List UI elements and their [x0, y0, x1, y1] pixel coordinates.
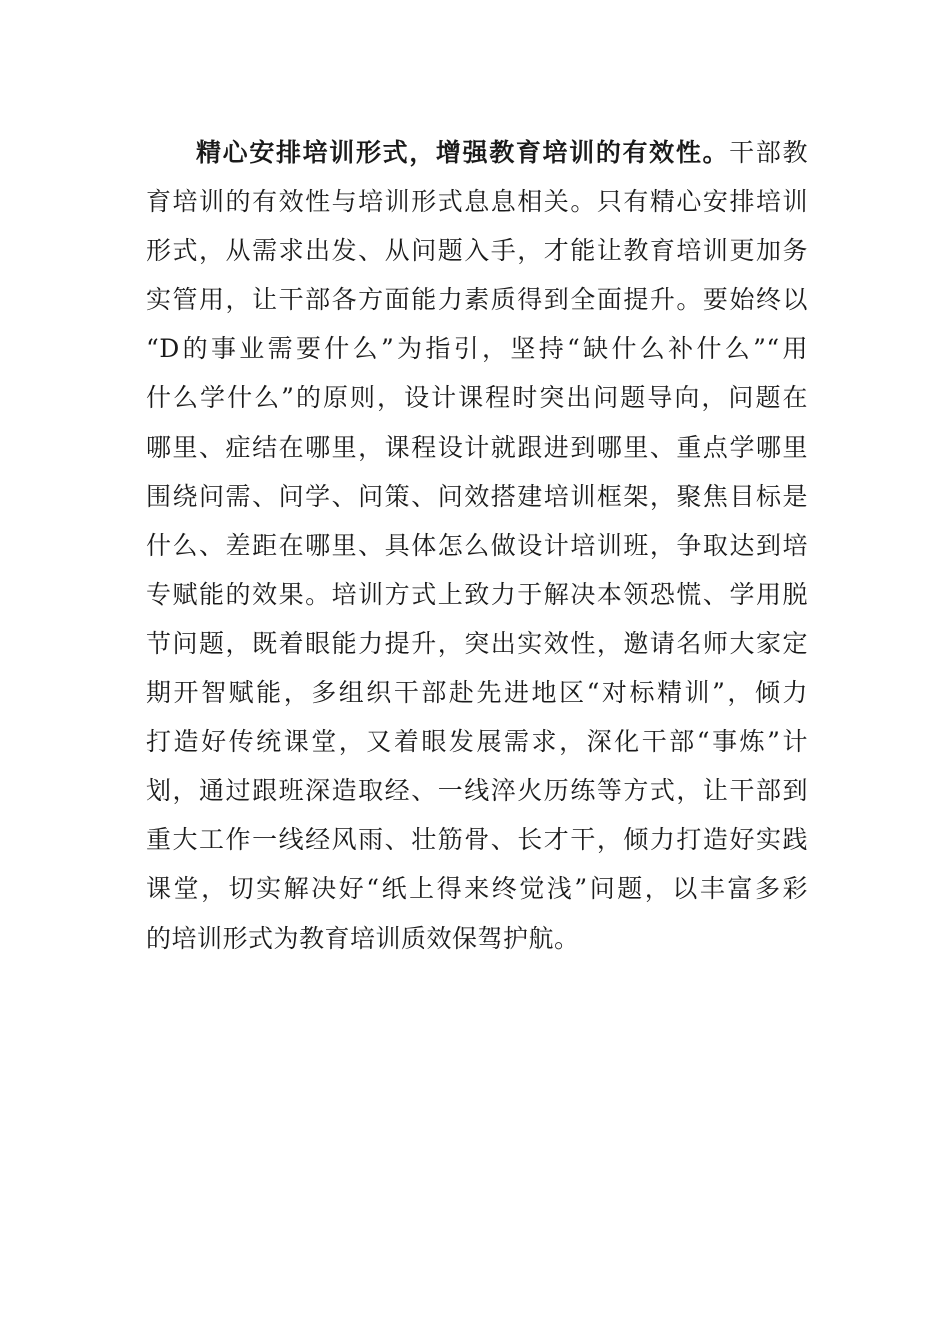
paragraph-line: 重大工作一线经风雨、壮筋骨、长才干，倾力打造好实践 [146, 825, 808, 855]
paragraph-line: 划，通过跟班深造取经、一线淬火历练等方式，让干部到 [146, 776, 808, 806]
paragraph-line: 实管用，让干部各方面能力素质得到全面提升。要始终以 [146, 285, 808, 315]
paragraph-line: 什么、差距在哪里、具体怎么做设计培训班，争取达到培 [146, 530, 808, 560]
paragraph-line: 形式，从需求出发、从问题入手，才能让教育培训更加务 [146, 236, 808, 266]
paragraph-line: 节问题，既着眼能力提升，突出实效性，邀请名师大家定 [146, 628, 808, 658]
body-paragraph [146, 128, 808, 963]
paragraph-line: 打造好传统课堂，又着眼发展需求，深化干部“事炼”计 [146, 727, 808, 757]
paragraph-line: 哪里、症结在哪里，课程设计就跟进到哪里、重点学哪里 [146, 432, 808, 462]
paragraph-line: 专赋能的效果。培训方式上致力于解决本领恐慌、学用脱 [146, 579, 808, 609]
paragraph-line: 期开智赋能，多组织干部赴先进地区“对标精训”，倾力 [146, 678, 808, 708]
line-text: 干部教 [729, 138, 808, 167]
paragraph-line: 围绕问需、问学、问策、问效搭建培训框架，聚焦目标是 [146, 481, 808, 511]
paragraph-line: “D的事业需要什么”为指引，坚持“缺什么补什么”“用 [146, 334, 808, 364]
paragraph-line: 课堂，切实解决好“纸上得来终觉浅”问题，以丰富多彩 [146, 874, 808, 904]
paragraph-line [146, 128, 808, 177]
paragraph-line: 什么学什么”的原则，设计课程时突出问题导向，问题在 [146, 383, 808, 413]
paragraph-line: 的培训形式为教育培训质效保驾护航。 [146, 923, 580, 953]
paragraph-lead-heading: 精心安排培训形式，增强教育培训的有效性。 [196, 138, 730, 167]
paragraph-line: 育培训的有效性与培训形式息息相关。只有精心安排培训 [146, 187, 808, 217]
